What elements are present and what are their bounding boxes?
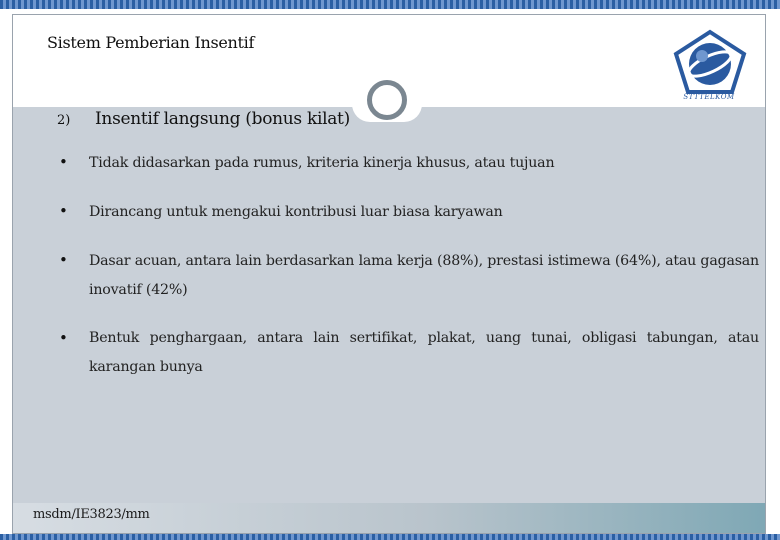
content-heading: Insentif langsung (bonus kilat) xyxy=(95,109,350,129)
bullet-marker: • xyxy=(59,251,68,269)
bullet-marker: • xyxy=(59,202,68,220)
bullet-text: Bentuk penghargaan, antara lain sertifikat, plakat, uang tunai, obligasi tabungan, atau karangan bunya xyxy=(89,330,759,375)
heading-number: 2) xyxy=(57,113,71,128)
top-decorative-stripe xyxy=(0,0,780,9)
bullet-text: Tidak didasarkan pada rumus, kriteria kinerja khusus, atau tujuan xyxy=(89,155,555,171)
bullet-text: Dasar acuan, antara lain berdasarkan lama kerja (88%), prestasi istimewa (64%), atau gagasan inovatif (42%) xyxy=(89,253,759,298)
bottom-decorative-stripe xyxy=(0,534,780,540)
decorative-ring-icon xyxy=(367,80,407,120)
bullet-text: Dirancang untuk mengakui kontribusi luar biasa karyawan xyxy=(89,204,503,220)
section-title: Sistem Pemberian Insentif xyxy=(47,33,255,52)
bullet-marker: • xyxy=(59,329,68,347)
footer-course-code: msdm/IE3823/mm xyxy=(33,507,150,522)
bullet-marker: • xyxy=(59,153,68,171)
logo-caption: STTTELKOM xyxy=(683,93,735,101)
